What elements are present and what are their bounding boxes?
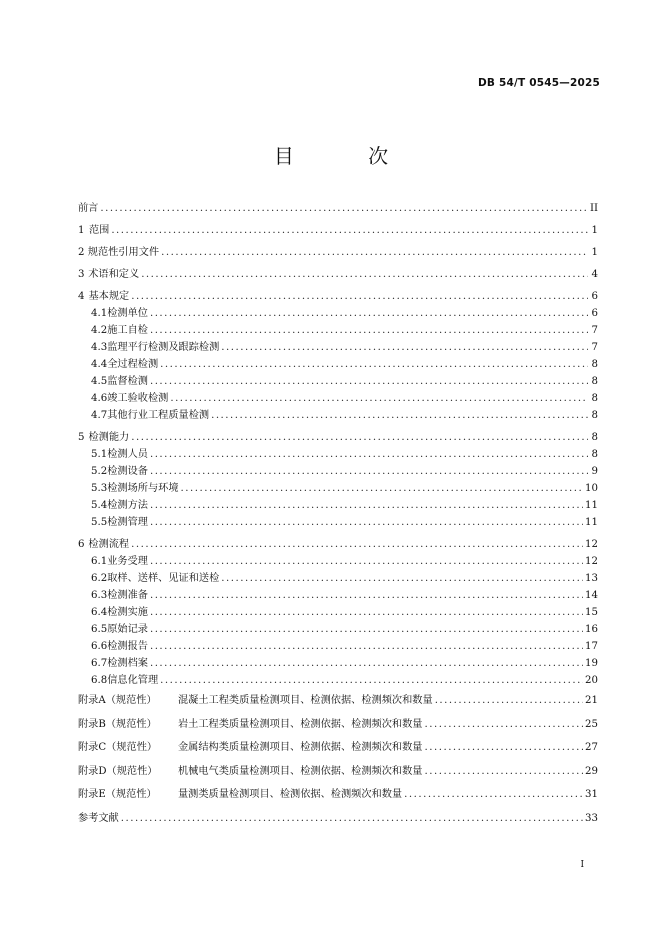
- toc-leader: [121, 807, 583, 831]
- toc-leader: [150, 587, 583, 604]
- annex-label: 附录E（规范性）: [78, 789, 157, 801]
- toc-number: 5.1: [91, 449, 108, 460]
- toc-number: 6.7: [91, 658, 108, 669]
- toc-label: 检测能力: [88, 432, 130, 443]
- toc-page: 12: [585, 556, 598, 567]
- toc-number: 4.3: [91, 342, 108, 353]
- toc-page: 7: [591, 325, 598, 336]
- toc-entry-6[interactable]: [78, 536, 598, 553]
- toc-number: 2: [78, 247, 85, 258]
- annex-title: 量测类质量检测项目、检测依据、检测频次和数量: [178, 789, 403, 801]
- toc-number: 3: [78, 269, 85, 280]
- toc-leader: [150, 621, 583, 638]
- toc-label: 取样、送样、见证和送检: [107, 573, 220, 584]
- toc-label: 检测方法: [107, 500, 148, 511]
- toc-label: 检测档案: [107, 658, 148, 669]
- toc-entry-6-7[interactable]: [78, 655, 598, 672]
- toc-number: 1: [78, 225, 85, 236]
- toc-number: 6.8: [91, 675, 108, 686]
- toc-leader: [141, 266, 588, 283]
- annex-label: 附录B（规范性）: [78, 718, 157, 730]
- toc-leader: [150, 497, 583, 514]
- toc-page: 9: [591, 466, 598, 477]
- toc-leader: [131, 288, 588, 305]
- toc-page: 1: [591, 247, 598, 258]
- annex-label: 附录D（规范性）: [78, 765, 158, 777]
- toc-leader: [211, 407, 588, 424]
- toc-number: 4.5: [91, 376, 108, 387]
- toc-entry-6-6[interactable]: [78, 638, 598, 655]
- toc-leader: [150, 514, 583, 531]
- toc-entry-6-1[interactable]: [78, 553, 598, 570]
- toc-number: 5.3: [91, 483, 108, 494]
- toc-leader: [150, 604, 583, 621]
- toc-label: 信息化管理: [107, 675, 159, 686]
- toc-leader: [425, 736, 584, 760]
- annex-title: 混凝土工程类质量检测项目、检测依据、检测频次和数量: [178, 695, 433, 706]
- toc-leader: [181, 480, 584, 497]
- toc-label: 检测场所与环境: [107, 483, 179, 494]
- toc-label: 监督检测: [107, 376, 148, 387]
- toc-entry-foreword[interactable]: [78, 200, 598, 217]
- toc-label: 检测流程: [88, 539, 130, 550]
- toc-number: 6.5: [91, 624, 108, 635]
- toc-entry-4-6[interactable]: [78, 390, 598, 407]
- toc-number: 4.7: [91, 410, 108, 421]
- toc-leader: [150, 305, 588, 322]
- annex-title: 机械电气类质量检测项目、检测依据、检测频次和数量: [178, 765, 423, 777]
- annex-label: 附录C（规范性）: [78, 742, 158, 754]
- toc-leader: [150, 553, 583, 570]
- standard-code: DB 54/T 0545—2025: [478, 77, 600, 89]
- toc-leader: [131, 429, 588, 446]
- toc-page: 13: [585, 573, 598, 584]
- toc-page: 20: [585, 675, 598, 686]
- toc-number: 5.2: [91, 466, 108, 477]
- toc-page: 29: [585, 765, 598, 777]
- toc-label: 规范性引用文件: [87, 247, 160, 258]
- toc-label: 检测准备: [107, 590, 148, 601]
- toc-entry-6-5[interactable]: [78, 621, 598, 638]
- toc-page: 25: [585, 718, 598, 730]
- toc-label: 术语和定义: [88, 269, 140, 280]
- toc-entry-6-4[interactable]: [78, 604, 598, 621]
- page-number: I: [580, 860, 584, 870]
- toc-label: 其他行业工程质量检测: [107, 410, 210, 421]
- toc-page: 10: [585, 483, 598, 494]
- toc-page: 8: [591, 359, 598, 370]
- toc-leader: [150, 373, 588, 390]
- toc-label: 原始记录: [107, 624, 148, 635]
- toc-entry-5[interactable]: [78, 429, 598, 446]
- toc-leader: [435, 689, 583, 713]
- table-of-contents: [78, 200, 598, 831]
- toc-page: 6: [591, 291, 598, 302]
- toc-page: 17: [585, 641, 598, 652]
- page-title: 目 次: [273, 144, 423, 168]
- toc-label: 施工自检: [107, 325, 148, 336]
- toc-entry-6-3[interactable]: [78, 587, 598, 604]
- toc-label: 检测单位: [107, 308, 148, 319]
- toc-page: 15: [585, 607, 598, 618]
- toc-entry-6-8[interactable]: [78, 672, 598, 689]
- toc-entry-5-1[interactable]: [78, 446, 598, 463]
- toc-page: 16: [585, 624, 598, 635]
- toc-entry-annex-c[interactable]: [78, 736, 598, 760]
- annex-title: 岩土工程类质量检测项目、检测依据、检测频次和数量: [178, 718, 423, 730]
- toc-page: 11: [585, 500, 598, 511]
- toc-entry-6-2[interactable]: [78, 570, 598, 587]
- toc-entry-3[interactable]: [78, 266, 598, 283]
- toc-number: 6.1: [91, 556, 108, 567]
- toc-entry-4-5[interactable]: [78, 373, 598, 390]
- toc-page: 21: [585, 695, 598, 706]
- toc-number: 6: [78, 539, 85, 550]
- toc-leader: [131, 536, 583, 553]
- toc-leader: [160, 356, 588, 373]
- toc-entry-4-2[interactable]: [78, 322, 598, 339]
- toc-number: 5: [78, 432, 85, 443]
- toc-number: 5.4: [91, 500, 108, 511]
- toc-label: 监理平行检测及跟踪检测: [107, 342, 220, 353]
- toc-entry-references[interactable]: [78, 807, 598, 831]
- toc-label: 检测实施: [107, 607, 148, 618]
- toc-entry-annex-d[interactable]: [78, 760, 598, 784]
- toc-label: 基本规定: [88, 291, 130, 302]
- toc-label: 检测人员: [107, 449, 148, 460]
- toc-number: 4: [78, 291, 85, 302]
- annex-label: 附录A（规范性）: [78, 695, 157, 706]
- toc-leader: [150, 463, 588, 480]
- toc-leader: [404, 783, 583, 807]
- toc-page: 8: [591, 432, 598, 443]
- toc-page: 8: [591, 410, 598, 421]
- toc-entry-5-3[interactable]: [78, 480, 598, 497]
- toc-number: 4.4: [91, 359, 108, 370]
- toc-entry-4-3[interactable]: [78, 339, 598, 356]
- toc-leader: [425, 713, 584, 737]
- toc-page: 8: [591, 393, 598, 404]
- toc-number: 6.6: [91, 641, 108, 652]
- toc-page: 14: [585, 590, 598, 601]
- toc-leader: [425, 760, 584, 784]
- toc-label: 参考文献: [78, 812, 119, 824]
- toc-leader: [221, 570, 583, 587]
- toc-page: II: [589, 203, 598, 214]
- toc-page: 33: [585, 812, 598, 824]
- toc-entry-annex-a[interactable]: [78, 689, 598, 713]
- toc-label: 业务受理: [107, 556, 148, 567]
- toc-number: 4.1: [91, 308, 108, 319]
- toc-leader: [150, 322, 588, 339]
- toc-leader: [160, 672, 583, 689]
- toc-entry-4-7[interactable]: [78, 407, 598, 424]
- toc-page: 6: [591, 308, 598, 319]
- toc-leader: [150, 655, 583, 672]
- toc-entry-4-1[interactable]: [78, 305, 598, 322]
- toc-leader: [170, 390, 588, 407]
- toc-page: 1: [591, 225, 598, 236]
- toc-label: 全过程检测: [107, 359, 159, 370]
- toc-entry-4-4[interactable]: [78, 356, 598, 373]
- toc-leader: [111, 222, 588, 239]
- toc-label: 检测管理: [107, 517, 148, 528]
- toc-entry-annex-e[interactable]: [78, 783, 598, 807]
- toc-entry-2[interactable]: [78, 244, 598, 261]
- toc-entry-5-2[interactable]: [78, 463, 598, 480]
- toc-entry-4[interactable]: [78, 288, 598, 305]
- toc-entry-annex-b[interactable]: [78, 713, 598, 737]
- toc-page: 19: [585, 658, 598, 669]
- toc-page: 12: [585, 539, 598, 550]
- toc-label: 范围: [88, 225, 110, 236]
- toc-page: 8: [591, 376, 598, 387]
- toc-leader: [100, 200, 588, 217]
- toc-page: 11: [585, 517, 598, 528]
- toc-number: 4.6: [91, 393, 108, 404]
- toc-label: 检测报告: [107, 641, 148, 652]
- toc-entry-1[interactable]: [78, 222, 598, 239]
- toc-leader: [221, 339, 588, 356]
- toc-number: 5.5: [91, 517, 108, 528]
- toc-leader: [161, 244, 588, 261]
- annex-title: 金属结构类质量检测项目、检测依据、检测频次和数量: [178, 742, 423, 754]
- toc-page: 31: [585, 789, 598, 801]
- toc-label: 前言: [78, 203, 99, 214]
- toc-number: 6.3: [91, 590, 108, 601]
- toc-label: 检测设备: [107, 466, 148, 477]
- toc-entry-5-4[interactable]: [78, 497, 598, 514]
- toc-leader: [150, 638, 583, 655]
- toc-number: 6.4: [91, 607, 108, 618]
- toc-page: 27: [585, 742, 598, 754]
- toc-page: 7: [591, 342, 598, 353]
- toc-entry-5-5[interactable]: [78, 514, 598, 531]
- toc-number: 4.2: [91, 325, 108, 336]
- toc-page: 4: [591, 269, 598, 280]
- toc-page: 8: [591, 449, 598, 460]
- toc-number: 6.2: [91, 573, 108, 584]
- toc-label: 竣工验收检测: [107, 393, 169, 404]
- toc-leader: [150, 446, 588, 463]
